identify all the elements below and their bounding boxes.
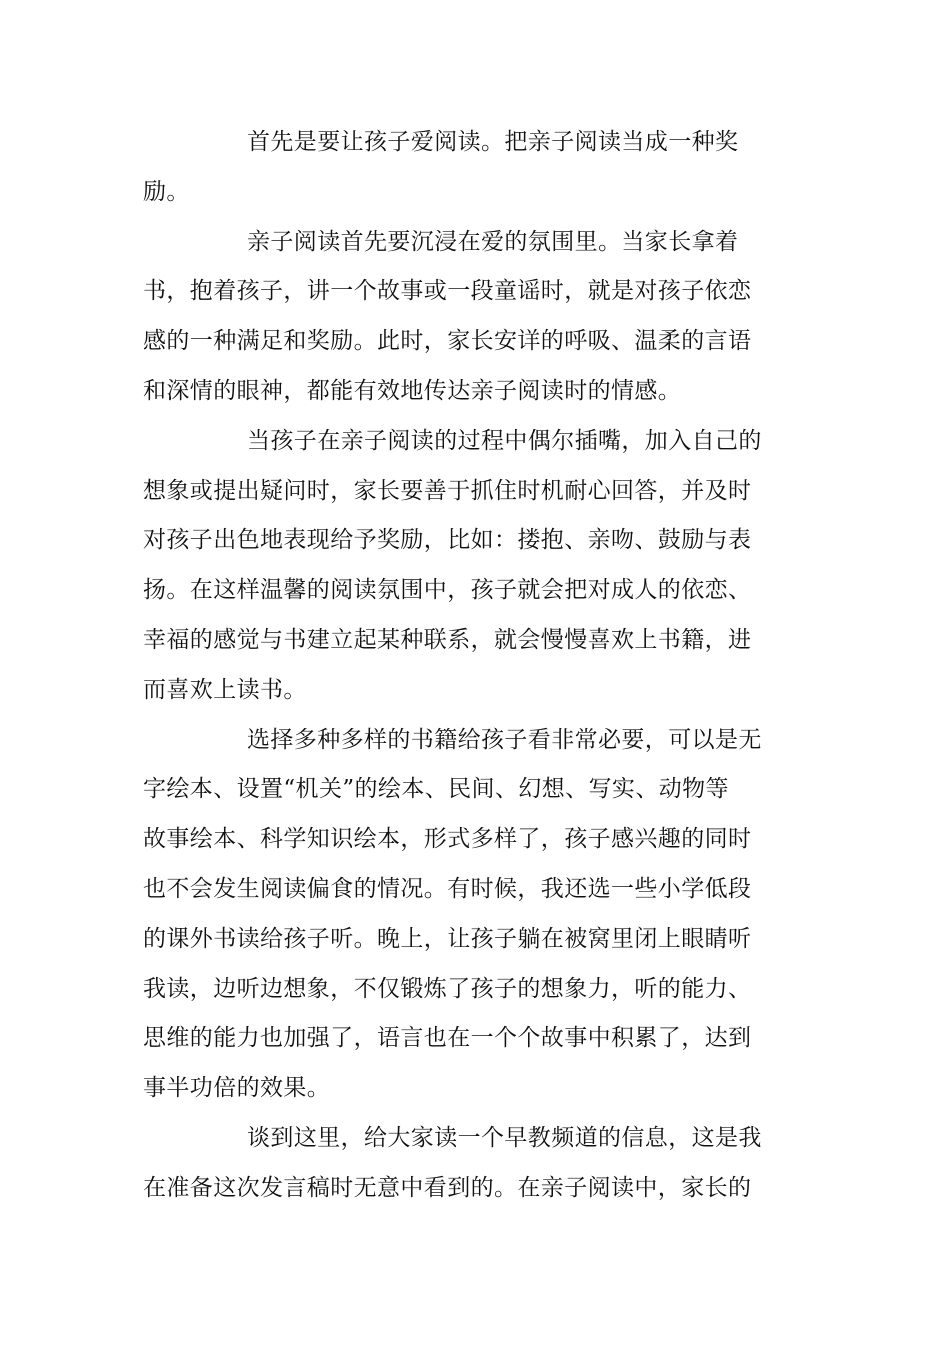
paragraph-2-line-4: 和深情的眼神，都能有效地传达亲子阅读时的情感。 bbox=[143, 378, 682, 404]
paragraph-1-line-2: 励。 bbox=[143, 179, 190, 205]
paragraph-3-line-3: 对孩子出色地表现给予奖励，比如：搂抱、亲吻、鼓励与表 bbox=[143, 527, 752, 553]
paragraph-4-line-6: 我读，边听边想象，不仅锻炼了孩子的想象力，听的能力、 bbox=[143, 976, 752, 1002]
paragraph-4-line-3: 故事绘本、科学知识绘本，形式多样了，孩子感兴趣的同时 bbox=[143, 826, 752, 852]
paragraph-4-line-2: 字绘本、设置“机关”的绘本、民间、幻想、写实、动物等 bbox=[143, 776, 729, 802]
paragraph-2-line-2: 书，抱着孩子，讲一个故事或一段童谣时，就是对孩子依恋 bbox=[143, 278, 752, 304]
paragraph-5-line-1: 谈到这里，给大家读一个早教频道的信息，这是我 bbox=[247, 1125, 762, 1151]
paragraph-3-line-2: 想象或提出疑问时，家长要善于抓住时机耐心回答，并及时 bbox=[143, 478, 752, 504]
paragraph-1-line-1: 首先是要让孩子爱阅读。把亲子阅读当成一种奖 bbox=[247, 129, 739, 155]
paragraph-3-line-5: 幸福的感觉与书建立起某种联系，就会慢慢喜欢上书籍，进 bbox=[143, 627, 752, 653]
paragraph-4-line-7: 思维的能力也加强了，语言也在一个个故事中积累了，达到 bbox=[143, 1025, 752, 1051]
paragraph-3-line-1: 当孩子在亲子阅读的过程中偶尔插嘴，加入自己的 bbox=[247, 428, 762, 454]
paragraph-2-line-3: 感的一种满足和奖励。此时，家长安详的呼吸、温柔的言语 bbox=[143, 328, 752, 354]
paragraph-2-line-1: 亲子阅读首先要沉浸在爱的氛围里。当家长拿着 bbox=[247, 229, 739, 255]
paragraph-4-line-8: 事半功倍的效果。 bbox=[143, 1075, 331, 1101]
paragraph-4-line-5: 的课外书读给孩子听。晚上，让孩子躺在被窝里闭上眼睛听 bbox=[143, 926, 752, 952]
paragraph-3-line-4: 扬。在这样温馨的阅读氛围中，孩子就会把对成人的依恋、 bbox=[143, 577, 752, 603]
paragraph-4-line-4: 也不会发生阅读偏食的情况。有时候，我还选一些小学低段 bbox=[143, 876, 752, 902]
paragraph-5-line-2: 在准备这次发言稿时无意中看到的。在亲子阅读中，家长的 bbox=[143, 1175, 752, 1201]
paragraph-4-line-1: 选择多种多样的书籍给孩子看非常必要，可以是无 bbox=[247, 727, 762, 753]
paragraph-3-line-6: 而喜欢上读书。 bbox=[143, 677, 307, 703]
